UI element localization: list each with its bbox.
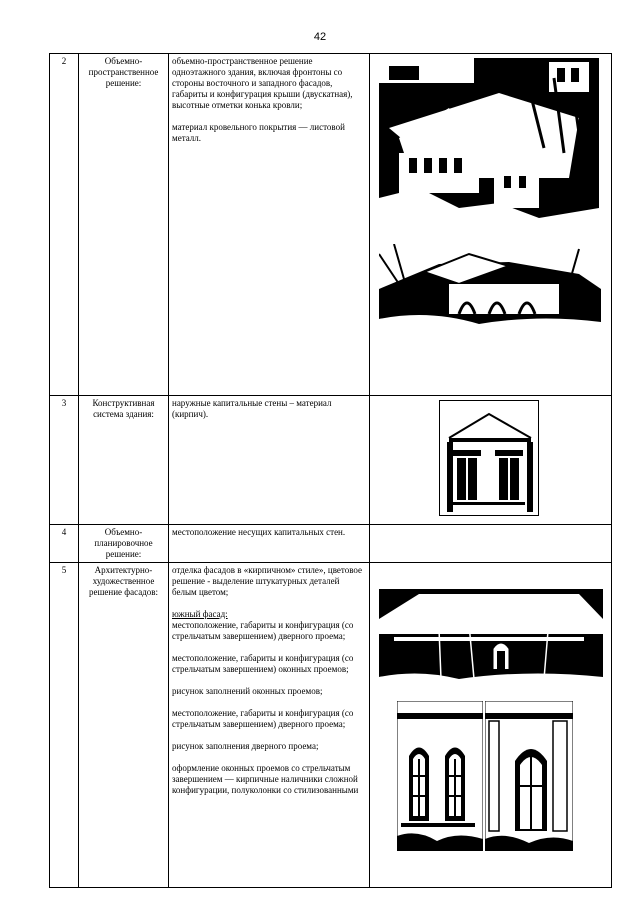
row-name: Объемно-планировочное решение: bbox=[79, 525, 169, 563]
description-paragraph: рисунок заполнений оконных проемов; bbox=[172, 686, 323, 696]
description-paragraph: материал кровельного покрытия — листовой металл. bbox=[172, 122, 345, 143]
row-photos bbox=[370, 396, 612, 525]
photo-south-facade bbox=[379, 589, 603, 682]
monument-subject-table bbox=[49, 53, 612, 888]
photo-building-roof-overview bbox=[379, 58, 599, 223]
row-name: Объемно-пространственное решение: bbox=[79, 54, 169, 396]
photo-window-gable bbox=[439, 400, 539, 516]
page-number: 42 bbox=[313, 31, 327, 43]
description-paragraph: наружные капитальные стены – материал (кирпич). bbox=[172, 398, 332, 419]
row-number: 5 bbox=[50, 563, 79, 888]
row-photos bbox=[370, 54, 612, 396]
row-number: 2 bbox=[50, 54, 79, 396]
row-description bbox=[169, 396, 370, 525]
description-paragraph: объемно-пространственное решение одноэтажного здания, включая фронтоны со стороны восточного и западного фасадов, габариты и конфигурация крыши (двускатная), высотные отметки конька кровли; bbox=[172, 56, 353, 110]
description-text: местоположение, габариты и конфигурация (со стрельчатым завершением) дверного проема; bbox=[172, 620, 354, 641]
photo-lancet-door bbox=[485, 701, 573, 851]
row-name: Архитектурно-художественное решение фасадов: bbox=[79, 563, 169, 888]
row-photos bbox=[370, 525, 612, 563]
row-photos bbox=[370, 563, 612, 888]
description-paragraph: отделка фасадов в «кирпичном» стиле», цветовое решение - выделение штукатурных деталей белым цветом; bbox=[172, 565, 363, 597]
facade-heading: южный фасад: bbox=[172, 609, 228, 619]
row-description bbox=[169, 525, 370, 563]
description-paragraph: оформление оконных проемов со стрельчатым завершением — кирпичные наличники сложной конфигурации, полуколонки со стилизованными bbox=[172, 763, 359, 795]
row-description bbox=[169, 563, 370, 888]
description-paragraph: местоположение несущих капитальных стен. bbox=[172, 527, 346, 537]
row-number: 4 bbox=[50, 525, 79, 563]
description-paragraph: рисунок заполнения дверного проема; bbox=[172, 741, 319, 751]
table-row bbox=[50, 563, 612, 888]
table-row bbox=[50, 396, 612, 525]
description-paragraph: местоположение, габариты и конфигурация (со стрельчатым завершением) дверного проема; bbox=[172, 708, 354, 729]
row-name: Конструктивная система здания: bbox=[79, 396, 169, 525]
table-row bbox=[50, 54, 612, 396]
row-number: 3 bbox=[50, 396, 79, 525]
description-paragraph: местоположение, габариты и конфигурация (со стрельчатым завершением) оконных проемов; bbox=[172, 653, 354, 674]
row-description bbox=[169, 54, 370, 396]
description-paragraph bbox=[172, 609, 366, 642]
photo-lancet-windows bbox=[397, 701, 483, 851]
photo-building-side-view bbox=[379, 244, 601, 328]
table-row bbox=[50, 525, 612, 563]
